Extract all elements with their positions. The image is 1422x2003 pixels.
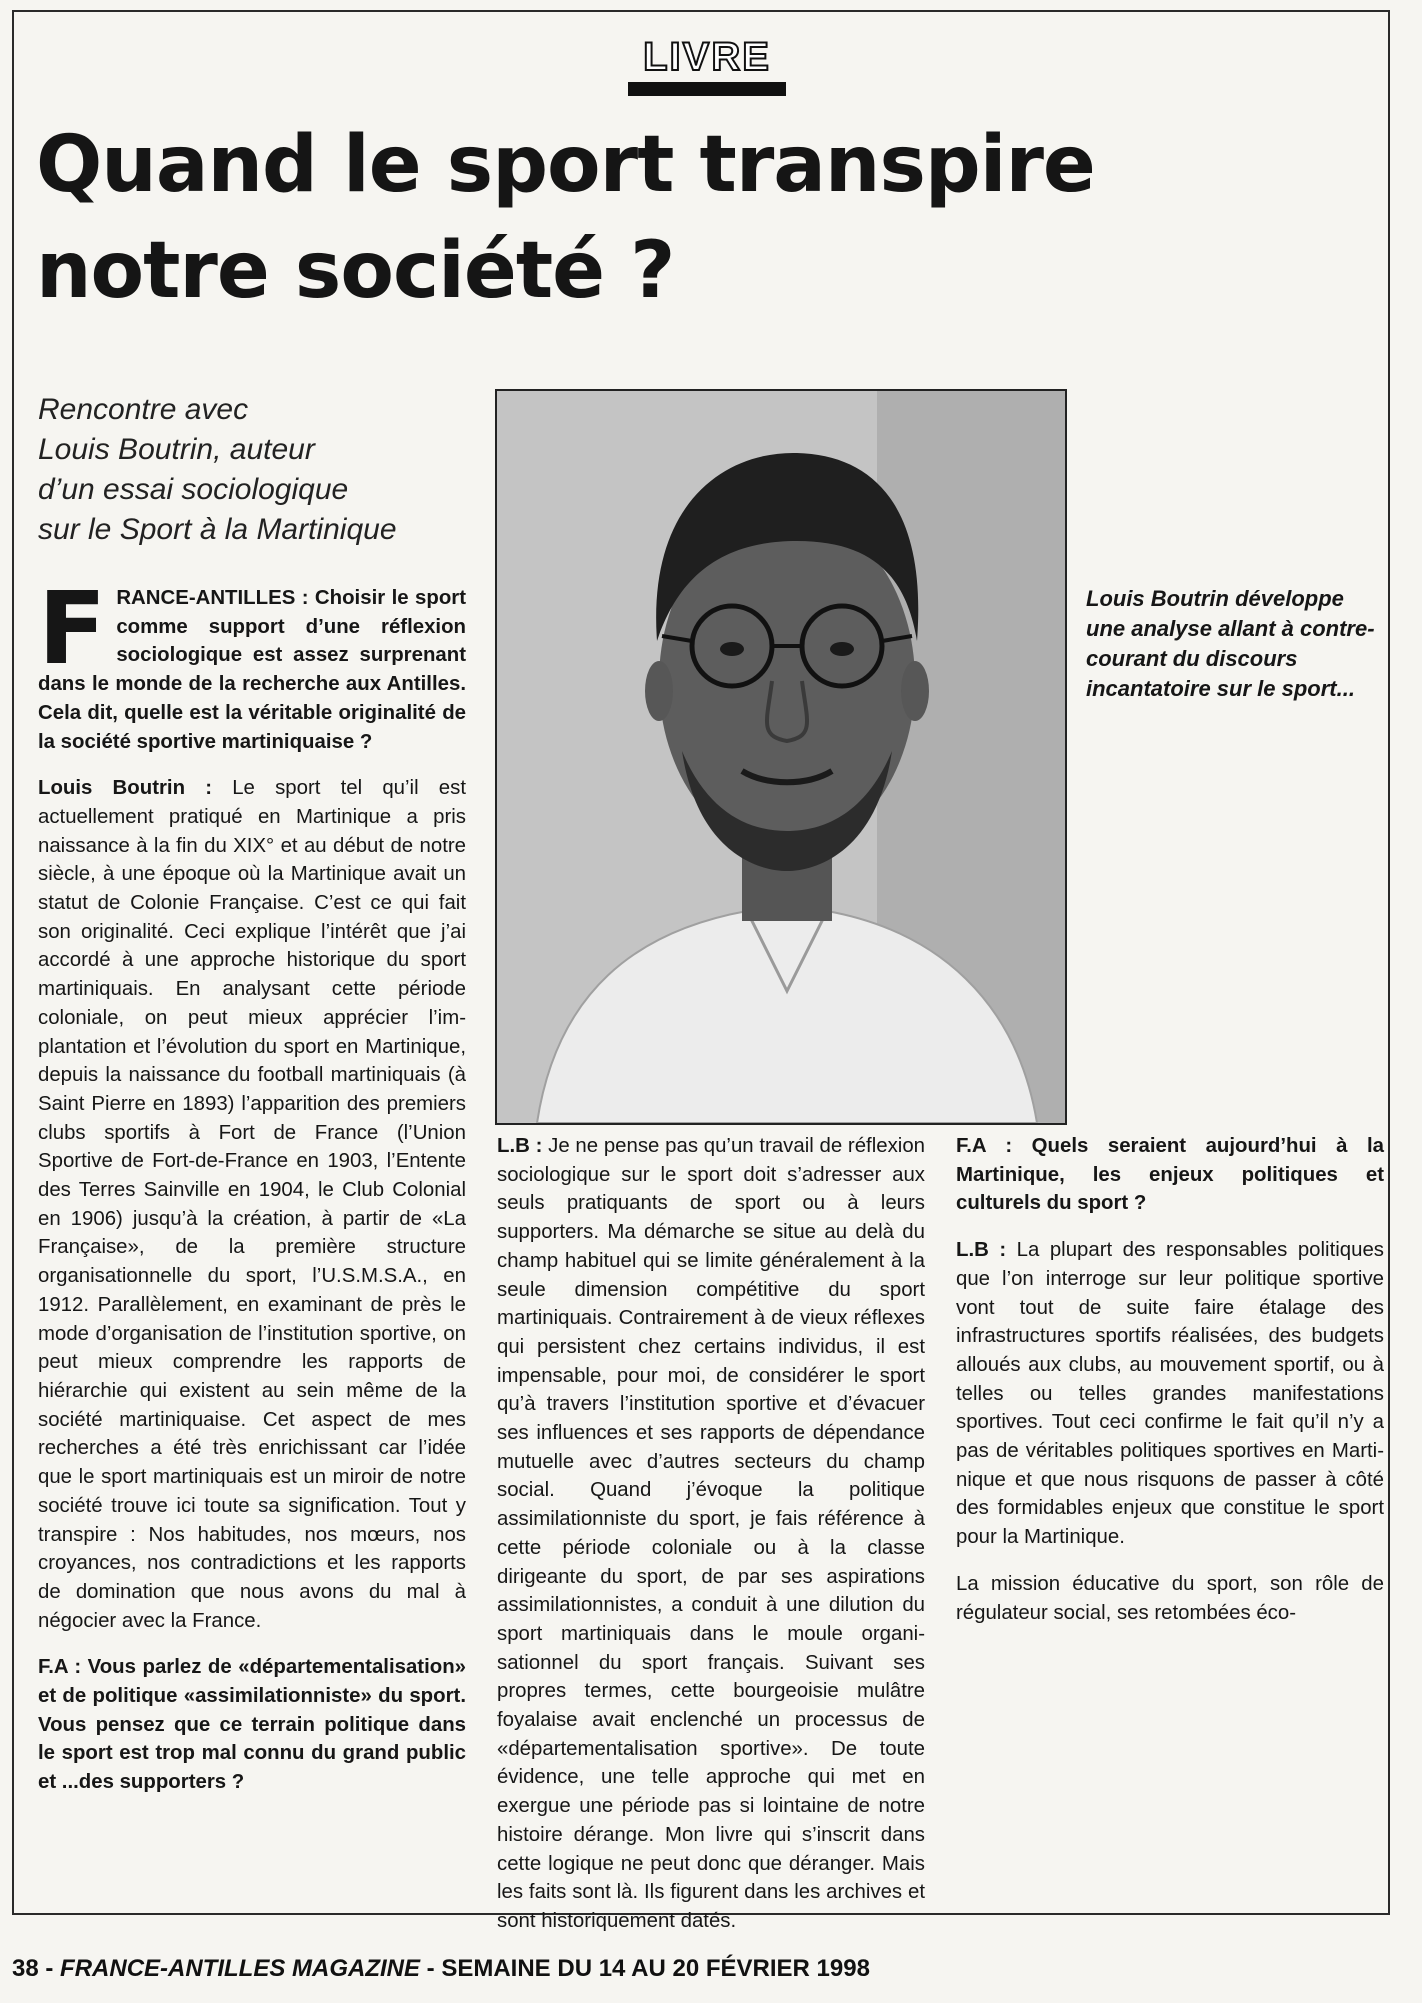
question-1 — [38, 570, 466, 756]
article-column-3 — [956, 1132, 1384, 1627]
answer-3 — [956, 1236, 1384, 1552]
footer-separator: - — [38, 1955, 61, 1982]
rubric-label: LIVRE — [643, 35, 771, 79]
question-3: F.A : Quels seraient aujourd’hui à la Martinique, les enjeux politiques et culturels du sport ? — [956, 1135, 1384, 1215]
answer-3-text: La plupart des responsables politiques que l’on interroge sur leur politique sportive vont tout de suite faire étalage des infrastructures sportifs réalisées, des budgets alloués aux clubs, au mouvement sportif, ou à telles ou telles grandes manifestations sportives. Tout ceci confirme le fait qu’il n’y a pas de véritables politiques sportives en Martinique et que nous risquons de passer à côté des formidables enjeux que constitue le sport pour la Martinique. — [956, 1239, 1384, 1549]
footer-separator: - — [420, 1955, 442, 1982]
deck-line-3: d’un essai sociologique — [38, 473, 349, 506]
article-column-1 — [38, 570, 466, 1797]
headline-line-1: Quand le sport transpire — [36, 120, 1095, 210]
page-number: 38 — [12, 1955, 39, 1982]
headline — [36, 112, 1336, 324]
issue-date: SEMAINE DU 14 AU 20 FÉVRIER 1998 — [441, 1955, 870, 1982]
answer-1 — [38, 774, 466, 1635]
page-footer — [12, 1954, 1412, 1984]
deck-line-1: Rencontre avec — [38, 393, 249, 426]
rubric-underline — [628, 82, 786, 96]
answer-1-speaker: Louis Boutrin : — [38, 777, 213, 800]
photo-caption: Louis Boutrin développe une analyse allant à contre-courant du discours incantatoire sur le sport... — [1086, 586, 1375, 701]
article-column-2 — [497, 1132, 925, 1936]
magazine-name: FRANCE-ANTILLES MAGAZINE — [60, 1955, 421, 1982]
answer-3-continued: La mission éducative du sport, son rôle de régulateur social, ses retombées éco- — [956, 1572, 1384, 1624]
answer-2-speaker: L.B : — [497, 1135, 543, 1157]
headline-line-2: notre société ? — [36, 226, 675, 316]
author-portrait — [497, 391, 1065, 1123]
answer-2-text: Je ne pense pas qu’un travail de réflexion sociologique sur le sport doit s’adresser aux seuls pratiquants de sport ou à leurs supporters. Ma démarche se situe au delà du champ habituel qui se limite généralement à la seule dimension compétitive du sport martiniquais. Contrairement à de vieux réflexes qui persistent chez certains individus, il est impensable, pour moi, de considérer le sport qu’à travers l’institution sportive et d’évacuer ses influences et ses rapports de dépendance mutuelle avec d’autres secteurs du champ social. Quand j’évoque la politique assimilationniste du sport, je fais référence à cette période coloniale ou à la classe dirigeante du sport, de par ses aspirations assimilationnistes, a conduit à une dilution du sport martiniquais dans le moule organisationnel du sport français. Suivant ses propres termes, cette bourgeoisie mulâtre foyalaise avait enclenché un processus de «départementalisation sportive». De toute évidence, une telle approche qui met en exergue une période pas si lointaine de notre histoire dérange. Mon livre qui s’inscrit dans cette logique ne peut donc que déranger. Mais les faits sont là. Ils figurent dans les archives et sont historiquement datés. — [497, 1135, 926, 1932]
section-rubric — [628, 34, 786, 96]
question-1-text: RANCE-ANTILLES : Choisir le sport comme support d’une réflexion sociologique est assez surprenant dans le monde de la recherche aux Antilles. Cela dit, quelle est la véritable originalité de la société sportive martiniquaise ? — [38, 587, 466, 753]
deck — [38, 390, 468, 550]
question-2: F.A : Vous parlez de «départementalisation» et de politique «assimilationniste» du sport. Vous pensez que ce terrain politique dans le sport est trop mal connu du grand public et ...des supporters ? — [38, 1656, 466, 1794]
drop-cap: F — [38, 570, 107, 687]
deck-line-4: sur le Sport à la Martinique — [38, 513, 397, 546]
answer-3-speaker: L.B : — [956, 1239, 1007, 1262]
deck-line-2: Louis Boutrin, auteur — [38, 433, 315, 466]
answer-1-text: Le sport tel qu’il est actuellement pratiqué en Martinique a pris naissance à la fin du XIX° et au début de notre siècle, à une époque où la Martinique avait un statut de Colonie Française. C’est ce qui fait son originalité. Ceci explique l’intérêt que j’ai accordé à une approche historique du sport martiniquais. En analysant cette période coloniale, on peut mieux apprécier l’implantation et l’évolution du sport en Martinique, depuis la naissance du football martiniquais (à Saint Pierre en 1893) l’apparition des premiers clubs sportifs à Fort de France (l’Union Sportive de Fort-de-France en 1903, l’Entente des Terres Sainville en 1904, le Club Colonial en 1906) jusqu’à la création, à partir de «La Française», de la première structure organisationnelle du sport, l’U.S.M.S.A., en 1912. Parallèlement, en examinant de près le mode d’organisation de l’institution sportive, on peut mieux comprendre les rapports de hiérarchie qui existent au sein même de la société martiniquaise. Cet aspect de mes recherches a été très enrichissant car l’idée que le sport martiniquais est un miroir de notre société trouve ici toute sa signification. Tout y transpire : Nos habitudes, nos mœurs, nos croyances, nos contradictions et les rapports de domination que nous avons du mal à négocier avec la France. — [38, 777, 466, 1632]
author-photo — [495, 389, 1067, 1125]
answer-2 — [497, 1132, 925, 1936]
